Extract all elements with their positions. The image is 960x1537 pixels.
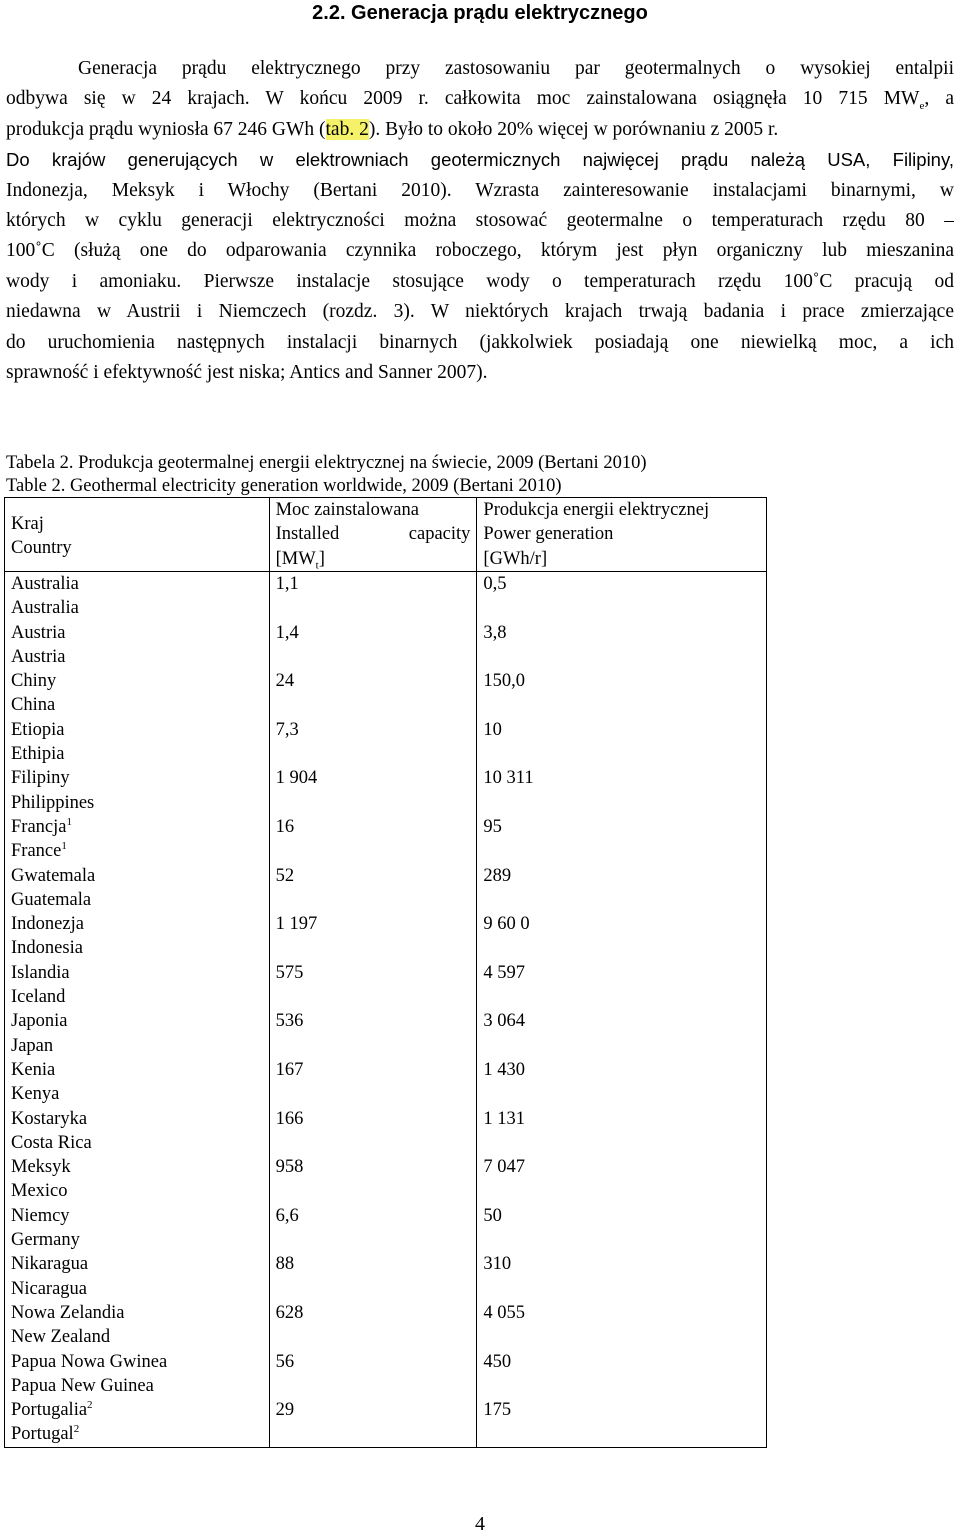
header-country [5,498,270,572]
header-label: Moc zainstalowana [275,500,419,520]
capacity-value: 166 [275,1108,304,1129]
country-name-en: Germany [11,1230,80,1251]
country-entry [11,572,263,621]
country-name-en: Australia [11,598,79,619]
country-entry [11,1204,263,1253]
country-entry [11,1398,263,1447]
capacity-value: 536 [275,1011,304,1032]
generation-value: 150,0 [483,671,526,692]
generation-value: 289 [483,865,512,886]
table-caption-pl: Tabela 2. Produkcja geotermalnej energii elektrycznej na świecie, 2009 (Bertani 2010) [6,453,647,473]
country-name-pl: Chiny [11,671,57,692]
country-name-en: China [11,695,56,716]
country-name-en: Portugal$^2$ [11,1423,80,1445]
capacity-value: 29 [275,1400,295,1421]
capacity-value: 575 [275,962,304,983]
country-name-pl: Nowa Zelandia [11,1302,125,1323]
paragraph-text: Indonezja, Meksyk i Włochy (Bertani 2010). Wzrasta zainteresowanie instalacjami binarnymi, w [6,179,954,201]
footnote-marker: 2 [73,1423,80,1436]
country-entry [11,912,263,961]
capacity-value: 628 [275,1302,304,1323]
country-name-en: Iceland [11,987,66,1008]
header-unit-subscript: t [315,559,319,572]
country-name-pl: Nikaragua [11,1254,89,1275]
paragraph-text: produkcja prądu wyniosła 67 246 GWh ( [6,118,326,140]
paragraph-line: 100˚C (służą one do odparowania czynnika roboczego, którym jest płyn organiczny lub mieszanina [6,240,954,262]
country-name-pl: Papua Nowa Gwinea [11,1351,168,1372]
table-caption-en: Table 2. Geothermal electricity generation worldwide, 2009 (Bertani 2010) [6,476,562,496]
paragraph-line: Generacja prądu elektrycznego przy zastosowaniu par geotermalnych o wysokiej entalpii [78,58,954,79]
capacity-cell [269,572,477,1448]
country-entry [11,718,263,767]
country-name-en: Mexico [11,1181,68,1202]
capacity-value: 6,6 [275,1205,299,1226]
country-cell [5,572,270,1448]
paragraph-line: których w cyklu generacji elektryczności można stosować geotermalne o temperaturach rzędu 80 – [6,209,954,231]
table-reference-link[interactable]: tab. 2 [325,118,369,140]
country-entry [11,1155,263,1204]
header-label: Power generation [483,524,614,545]
country-name-pl: Kostaryka [11,1108,88,1129]
country-name-pl: Austria [11,622,66,643]
header-label: Kraj [11,514,44,534]
generation-value: 450 [483,1351,512,1372]
generation-value: 95 [483,816,502,837]
paragraph-line: niedawna w Austrii i Niemczech (rozdz. 3). W niektórych krajach trwają badania i prace zmierzające [6,301,954,323]
country-entry [11,864,263,913]
header-capacity [269,498,477,572]
country-name-en: Philippines [11,792,95,813]
generation-value: 175 [483,1400,512,1421]
generation-value: 3,8 [483,622,507,643]
table-header-row [5,498,767,572]
paragraph-line: do uruchomienia następnych instalacji binarnych (jakkolwiek posiadają one niewielką moc, a ich [6,331,954,353]
country-name-pl: Gwatemala [11,865,96,886]
country-name-pl: Filipiny [11,768,70,789]
country-entry [11,1301,263,1350]
capacity-value: 1 197 [275,914,318,935]
paragraph-text: odbywa się w 24 krajach. W końcu 2009 r. całkowita moc zainstalowana osiągnęła 10 715 MW [6,88,920,110]
capacity-value: 1 904 [275,768,318,789]
generation-value: 10 [483,719,502,740]
country-name-pl: Indonezja [11,914,84,935]
section-heading [0,0,960,26]
capacity-value: 958 [275,1157,304,1178]
generation-value: 0,5 [483,574,507,594]
country-entry [11,1350,263,1399]
paragraph-line [6,115,954,145]
country-entry [11,961,263,1010]
generation-cell [477,572,767,1448]
generation-value: 50 [483,1205,502,1226]
capacity-value: 24 [275,671,295,692]
country-name-pl: Francja$^1$ [11,815,72,837]
footnote-marker: 1 [61,840,67,853]
paragraph-text: ). Było to około 20% więcej w porównaniu z 2005 r. [368,118,779,140]
capacity-value: 56 [275,1351,295,1372]
generation-value: 1 430 [483,1059,526,1080]
country-name-pl: Portugalia$^2$ [11,1398,93,1421]
header-unit: [GWh/r] [483,548,548,569]
geothermal-generation-table [4,497,767,1448]
generation-value: 310 [483,1254,512,1275]
paragraph-line [6,84,954,114]
generation-value: 3 064 [483,1011,526,1032]
country-entry [11,669,263,718]
country-name-pl: Australia [11,574,79,594]
paragraph-text: , a [924,88,954,110]
country-entry [11,766,263,815]
header-label: Produkcja energii elektrycznej [483,500,710,520]
country-name-pl: Etiopia [11,719,65,740]
capacity-value: 16 [275,816,295,837]
body-paragraph [6,54,954,388]
footnote-marker: 1 [66,815,72,828]
generation-value: 9 60 0 [483,914,530,935]
country-entry [11,621,263,670]
generation-value: 10 311 [483,768,534,789]
country-name-en: Japan [11,1035,54,1056]
country-name-en: Indonesia [11,938,83,959]
country-entry [11,1009,263,1058]
capacity-value: 52 [275,865,295,886]
header-label: Country [11,538,72,559]
page-number: 4 [475,1513,485,1535]
country-entry [11,1252,263,1301]
country-name-en: Kenya [11,1084,60,1105]
generation-value: 4 055 [483,1302,526,1323]
capacity-value: 1,4 [275,622,299,643]
paragraph-line: wody i amoniaku. Pierwsze instalacje stosujące wody o temperaturach rzędu 100˚C pracują od [6,270,954,292]
unit-subscript: e [919,100,925,113]
country-name-en: Costa Rica [11,1132,92,1153]
country-entry [11,1107,263,1156]
header-generation [477,498,767,572]
footnote-marker: 2 [87,1398,93,1411]
country-name-pl: Japonia [11,1011,68,1032]
country-name-en: Guatemala [11,889,92,910]
country-name-en: New Zealand [11,1327,111,1348]
country-name-pl: Meksyk [11,1157,71,1178]
generation-value: 4 597 [483,962,526,983]
paragraph-line: sprawność i efektywność jest niska; Antics and Sanner 2007). [6,361,488,383]
country-name-en: France$^1$ [11,840,67,862]
section-heading-text: 2.2. Generacja prądu elektrycznego [312,2,648,24]
paragraph-line: Do krajów generujących w elektrowniach geotermicznych najwięcej prądu należą USA, Filipiny, [6,149,954,171]
capacity-value: 167 [275,1059,304,1080]
country-entry [11,1058,263,1107]
country-name-en: Nicaragua [11,1278,88,1299]
generation-value: 7 047 [483,1157,526,1178]
capacity-value: 88 [275,1254,295,1275]
header-unit: [MW [275,548,316,569]
paragraph-line [6,176,954,206]
country-name-en: Papua New Guinea [11,1375,154,1396]
country-name-pl: Islandia [11,962,70,983]
country-name-en: Ethipia [11,744,65,765]
header-label: capacity [408,524,471,545]
header-label: Installed [275,524,340,545]
header-unit: ] [318,548,325,569]
capacity-value: 7,3 [275,719,299,740]
country-entry [11,815,263,864]
generation-value: 1 131 [483,1108,526,1129]
country-name-en: Austria [11,646,66,667]
capacity-value: 1,1 [275,574,299,594]
country-name-pl: Kenia [11,1059,56,1080]
country-name-pl: Niemcy [11,1205,70,1226]
table-body-row [5,572,767,1448]
